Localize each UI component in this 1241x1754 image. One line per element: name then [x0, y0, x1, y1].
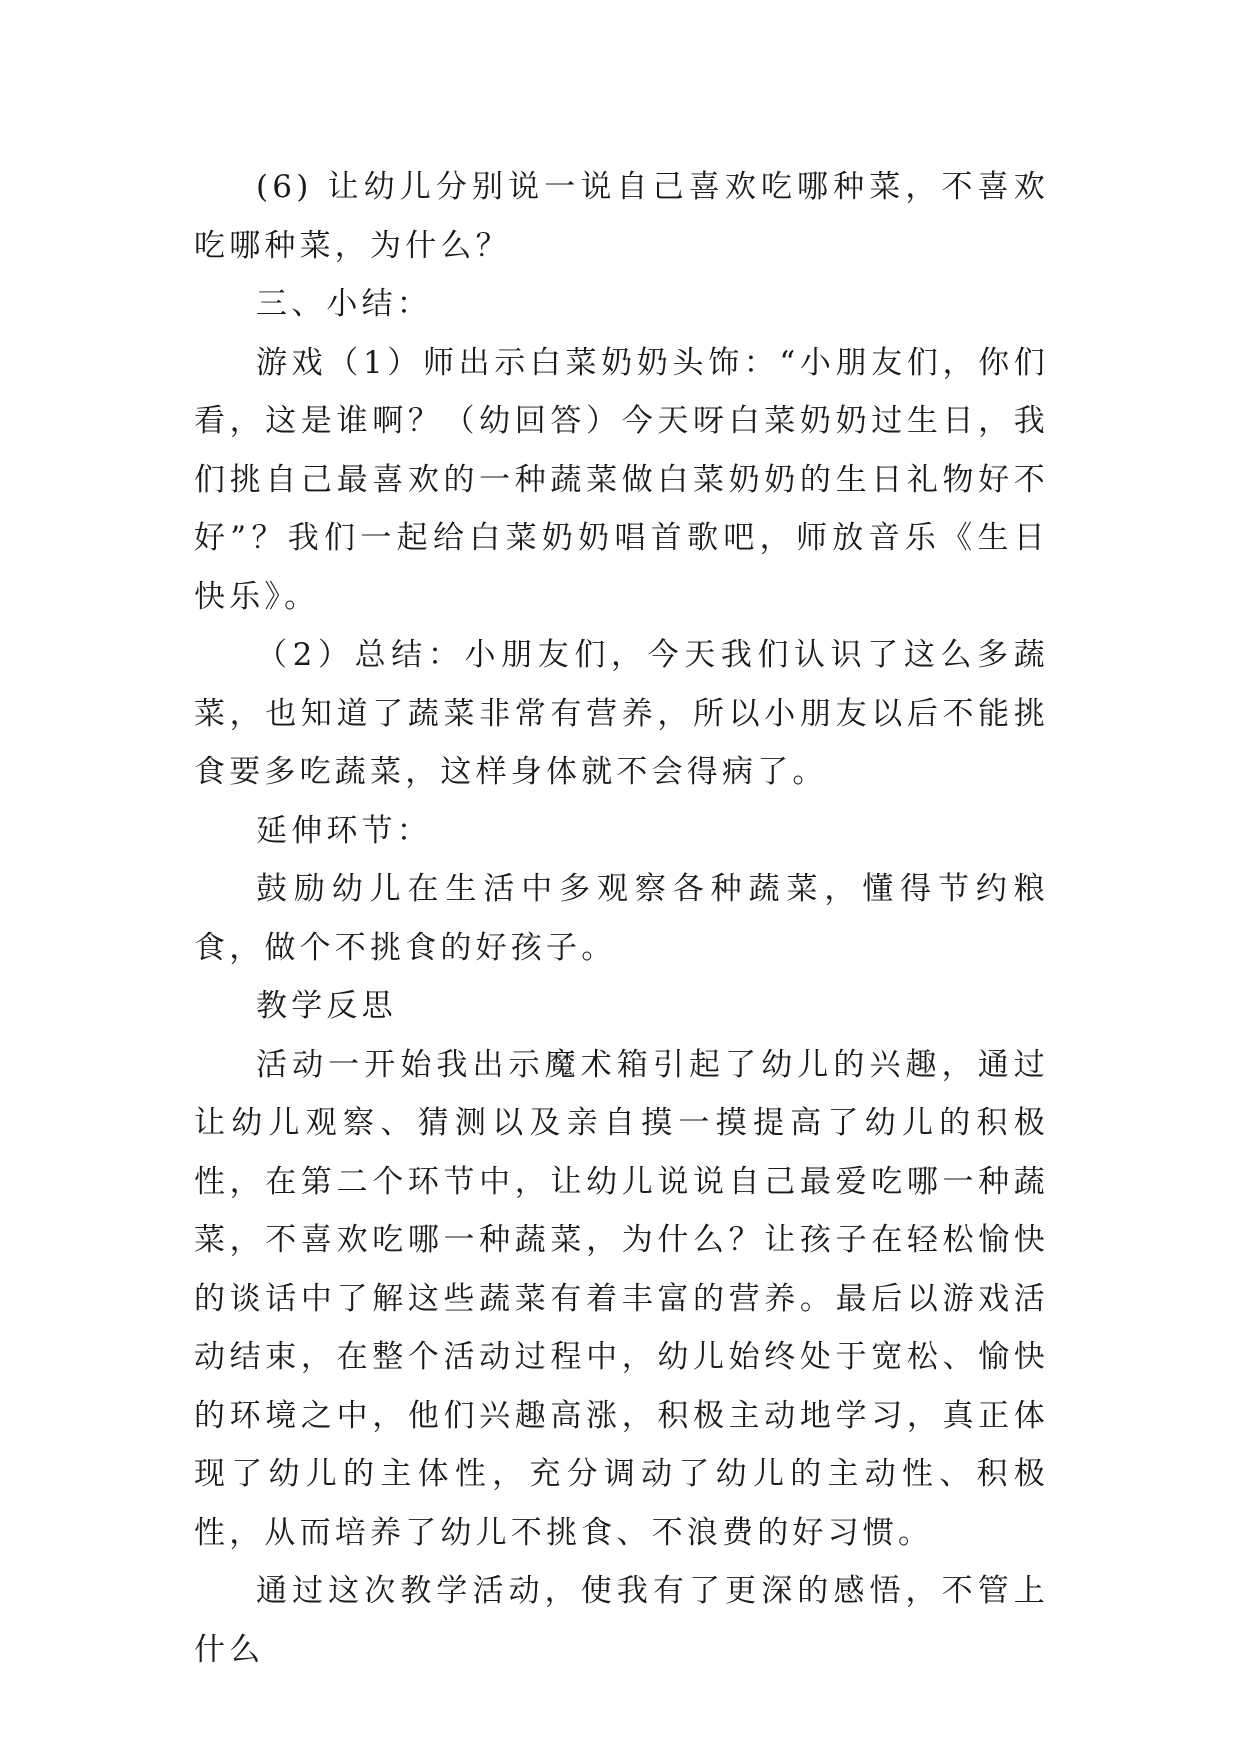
heading-extension: 延伸环节： — [256, 812, 432, 849]
document-body — [194, 158, 1049, 1679]
paragraph-reflection: 活动一开始我出示魔术箱引起了幼儿的兴趣，通过让幼儿观察、猜测以及亲自摸一摸提高了幼儿的积极性，在第二个环节中，让幼儿说说自己最爱吃哪一种蔬菜，不喜欢吃哪一种蔬菜，为什么？让孩子在轻松愉快的谈话中了解这些蔬菜有着丰富的营养。最后以游戏活动结束，在整个活动过程中，幼儿始终处于宽松、愉快的环境之中，他们兴趣高涨，积极主动地学习，真正体现了幼儿的主体性，充分调动了幼儿的主动性、积极性，从而培养了幼儿不挑食、不浪费的好习惯。 — [194, 1046, 1049, 1551]
paragraph-closing: 通过这次教学活动，使我有了更深的感悟，不管上什么 — [194, 1573, 1049, 1668]
paragraph-conclusion: （2）总结：小朋友们，今天我们认识了这么多蔬菜，也知道了蔬菜非常有营养，所以小朋友以后不能挑食要多吃蔬菜，这样身体就不会得病了。 — [194, 637, 1049, 790]
heading-reflection: 教学反思 — [256, 988, 397, 1024]
paragraph-extension: 鼓励幼儿在生活中多观察各种蔬菜，懂得节约粮食，做个不挑食的好孩子。 — [194, 871, 1049, 966]
heading-summary: 三、小结： — [256, 286, 432, 322]
paragraph-step-6: (6) 让幼儿分别说一说自己喜欢吃哪种菜，不喜欢吃哪种菜，为什么？ — [194, 169, 1049, 264]
paragraph-game: 游戏（1）师出示白菜奶奶头饰：“小朋友们，你们看，这是谁啊？（幼回答）今天呀白菜奶奶过生日，我们挑自己最喜欢的一种蔬菜做白菜奶奶的生日礼物好不好”？我们一起给白菜奶奶唱首歌吧，师放音乐《生日快乐》。 — [194, 344, 1049, 615]
